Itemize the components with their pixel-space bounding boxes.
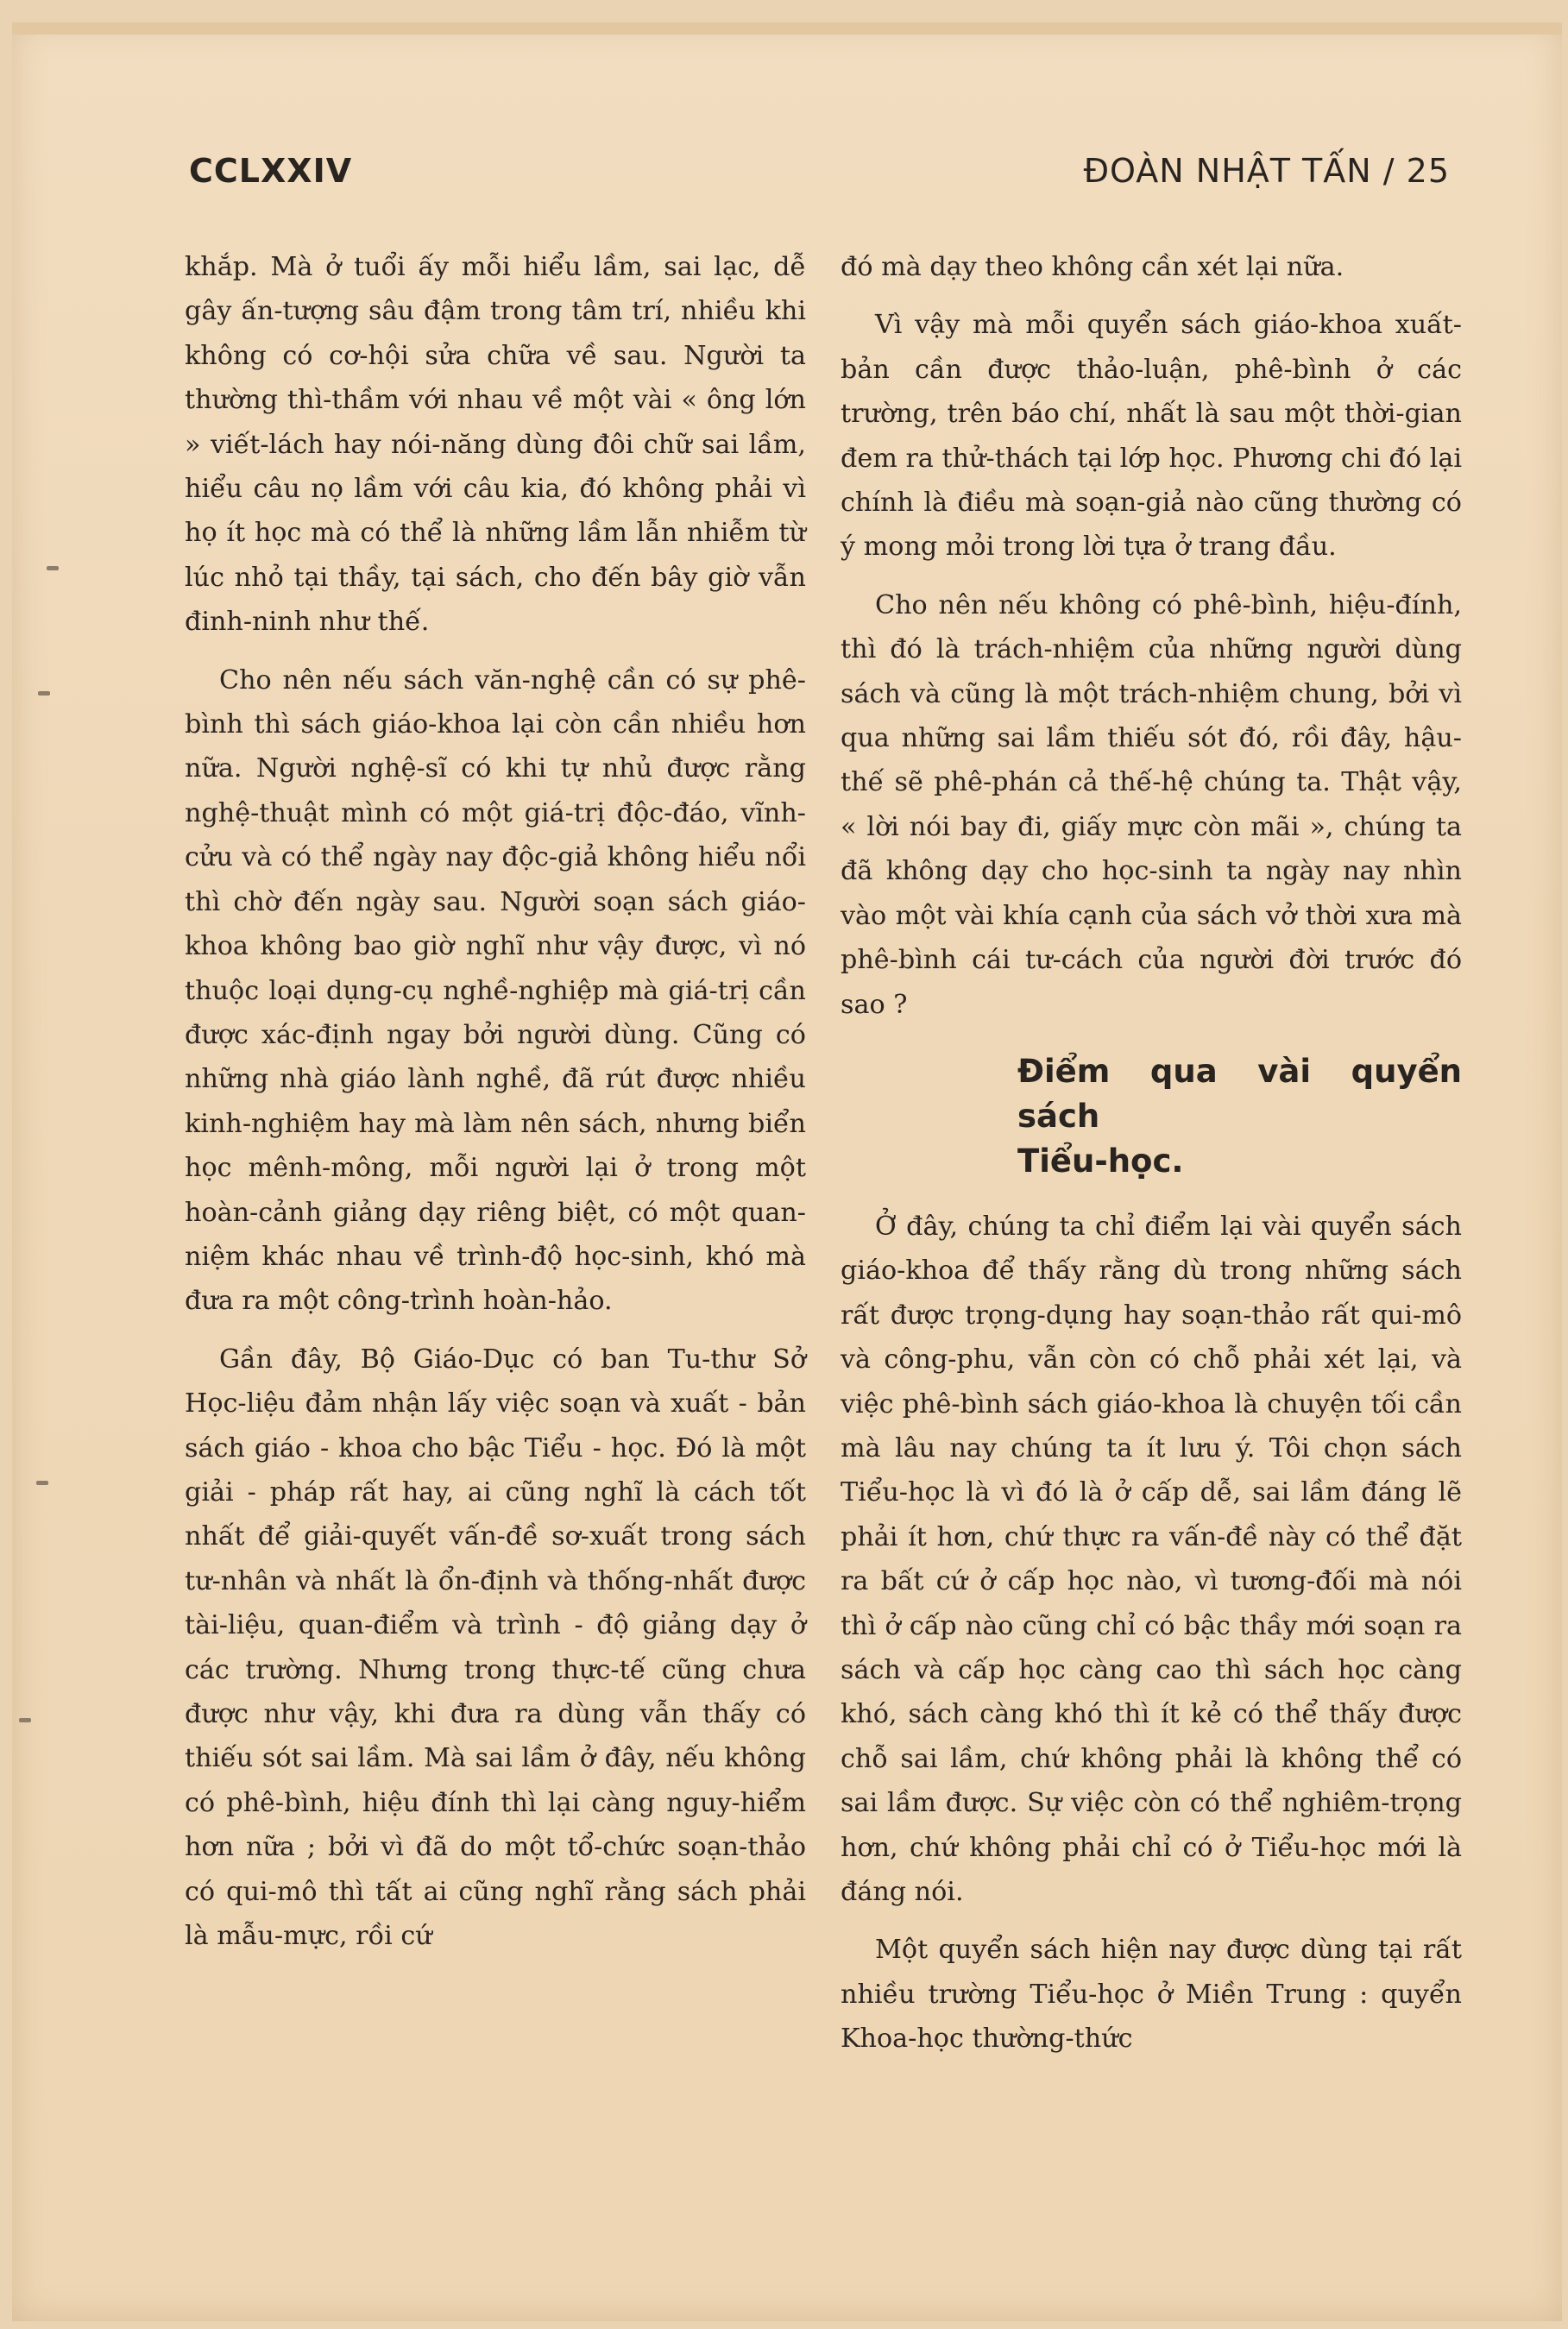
- paragraph: Ở đây, chúng ta chỉ điểm lại vài quyển sách giáo-khoa để thấy rằng dù trong những sách rất được trọng-dụng hay soạn-thảo rất qui-mô và công-phu, vẫn còn có chỗ phải xét lại, và việc phê-bình sách giáo-khoa là chuyện tối cần mà lâu nay chúng ta ít lưu ý. Tôi chọn sách Tiểu-học là vì đó là ở cấp dễ, sai lầm đáng lẽ phải ít hơn, chứ thực ra vấn-đề này có thể đặt ra bất cứ ở cấp học nào, vì tương-đối mà nói thì ở cấp nào cũng chỉ có bậc thầy mới soạn ra sách và cấp học càng cao thì sách học càng khó, sách càng khó thì ít kẻ có thể thấy được chỗ sai lầm, chứ không phải là không thể có sai lầm được. Sự việc còn có thể nghiêm-trọng hơn, chứ không phải chỉ có ở Tiểu-học mới là đáng nói.: [841, 1211, 1462, 1907]
- section-heading-line: Điểm qua vài quyển sách: [1017, 1052, 1462, 1135]
- paragraph: Vì vậy mà mỗi quyển sách giáo-khoa xuất-bản cần được thảo-luận, phê-bình ở các trường, trên báo chí, nhất là sau một thời-gian đem ra thử-thách tại lớp học. Phương chi đó lại chính là điều mà soạn-giả nào cũng thường có ý mong mỏi trong lời tựa ở trang đầu.: [841, 310, 1462, 563]
- page-top-edge: [12, 22, 1562, 35]
- margin-mark: [19, 1718, 31, 1722]
- paragraph: Một quyển sách hiện nay được dùng tại rất nhiều trường Tiểu-học ở Miền Trung : quyển Khoa-học thường-thức: [841, 1935, 1462, 2055]
- paragraph: Cho nên nếu không có phê-bình, hiệu-đính, thì đó là trách-nhiệm của những người dùng sách và cũng là một trách-nhiệm chung, bởi vì qua những sai lầm thiếu sót đó, rồi đây, hậu-thế sẽ phê-phán cả thế-hệ chúng ta. Thật vậy, « lời nói bay đi, giấy mực còn mãi », chúng ta đã không dạy cho học-sinh ta ngày nay nhìn vào một vài khía cạnh của sách vở thời xưa mà phê-bình cái tư-cách của người đời trước đó sao ?: [841, 589, 1462, 1020]
- section-heading: [841, 1049, 1462, 1184]
- margin-mark: [47, 566, 59, 570]
- section-heading-line: Tiểu-học.: [1017, 1142, 1184, 1180]
- left-column: [185, 245, 806, 1972]
- right-column: [841, 245, 1462, 2075]
- paragraph: khắp. Mà ở tuổi ấy mỗi hiểu lầm, sai lạc, dễ gây ấn-tượng sâu đậm trong tâm trí, nhiều khi không có cơ-hội sửa chữa về sau. Người ta thường thì-thầm với nhau về một vài « ông lớn » viết-lách hay nói-năng dùng đôi chữ sai lầm, hiểu câu nọ lầm với câu kia, đó không phải vì họ ít học mà có thể là những lầm lẫn nhiễm từ lúc nhỏ tại thầy, tại sách, cho đến bây giờ vẫn đinh-ninh như thế.: [185, 252, 806, 638]
- paragraph: đó mà dạy theo không cần xét lại nữa.: [841, 252, 1344, 282]
- author-page-number: ĐOÀN NHẬT TẤN / 25: [1083, 152, 1450, 190]
- running-header: [189, 152, 1450, 204]
- paragraph: Cho nên nếu sách văn-nghệ cần có sự phê-bình thì sách giáo-khoa lại còn cần nhiều hơn nữa. Người nghệ-sĩ có khi tự nhủ được rằng nghệ-thuật mình có một giá-trị độc-đáo, vĩnh-cửu và có thể ngày nay độc-giả không hiểu nổi thì chờ đến ngày sau. Người soạn sách giáo-khoa không bao giờ nghĩ như vậy được, vì nó thuộc loại dụng-cụ nghề-nghiệp mà giá-trị cần được xác-định ngay bởi người dùng. Cũng có những nhà giáo lành nghề, đã rút được nhiều kinh-nghiệm hay mà làm nên sách, nhưng biển học mênh-mông, mỗi người lại ở trong một hoàn-cảnh giảng dạy riêng biệt, có một quan-niệm khác nhau về trình-độ học-sinh, khó mà đưa ra một công-trình hoàn-hảo.: [185, 664, 806, 1317]
- margin-mark: [36, 1481, 48, 1485]
- paragraph: Gần đây, Bộ Giáo-Dục có ban Tu-thư Sở Học-liệu đảm nhận lấy việc soạn và xuất - bản sách giáo - khoa cho bậc Tiểu - học. Đó là một giải - pháp rất hay, ai cũng nghĩ là cách tốt nhất để giải-quyết vấn-đề sơ-xuất trong sách tư-nhân và nhất là ổn-định và thống-nhất được tài-liệu, quan-điểm và trình - độ giảng dạy ở các trường. Nhưng trong thực-tế cũng chưa được như vậy, khi đưa ra dùng vẫn thấy có thiếu sót sai lầm. Mà sai lầm ở đây, nếu không có phê-bình, hiệu đính thì lại càng nguy-hiểm hơn nữa ; bởi vì đã do một tổ-chức soạn-thảo có qui-mô thì tất ai cũng nghĩ rằng sách phải là mẫu-mực, rồi cứ: [185, 1344, 806, 1952]
- margin-mark: [38, 691, 50, 696]
- volume-number: CCLXXIV: [189, 152, 353, 190]
- book-page: [12, 22, 1562, 2321]
